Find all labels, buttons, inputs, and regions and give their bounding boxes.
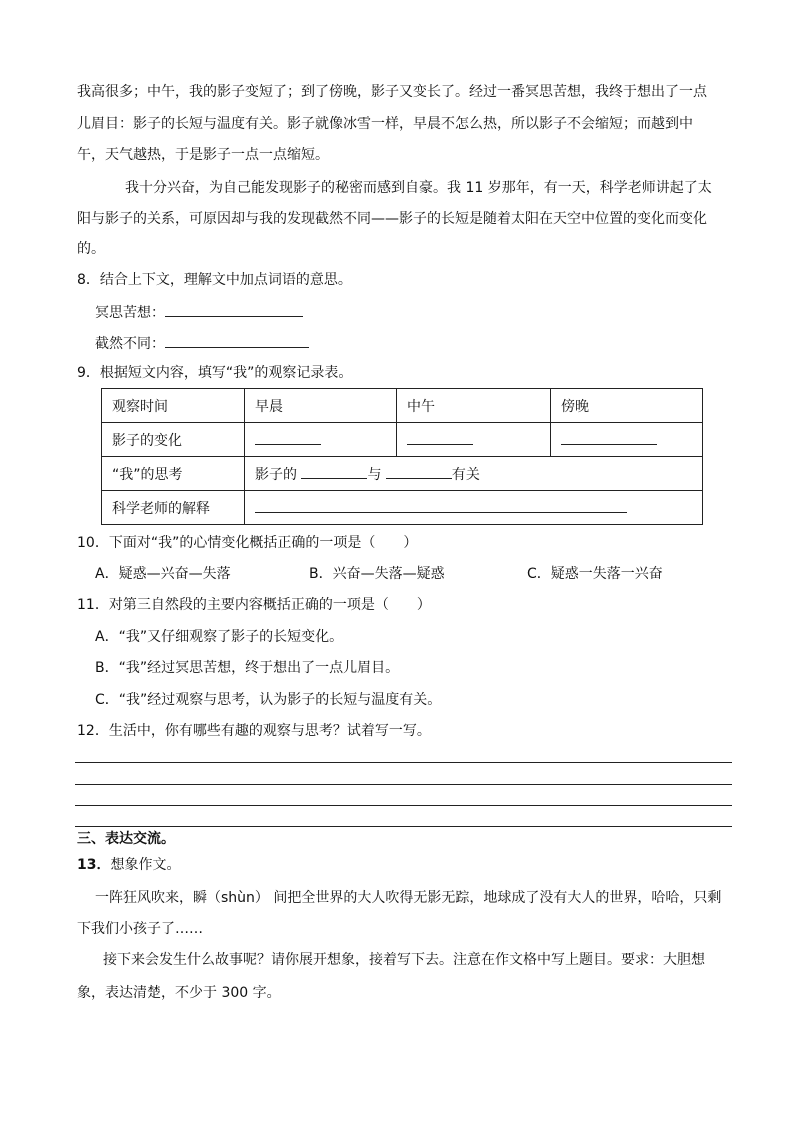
blank-evening-change[interactable] — [561, 430, 657, 445]
header-noon: 中午 — [397, 389, 551, 423]
blank-morning-change[interactable] — [255, 430, 321, 445]
passage-line-3: 午，天气越热，于是影子一点一点缩短。 — [77, 147, 329, 163]
thinking-text-b: 与 — [367, 466, 382, 483]
header-observation-time: 观察时间 — [102, 389, 245, 423]
cell-teacher-explanation — [245, 491, 703, 525]
writing-line-4[interactable] — [75, 826, 732, 827]
q11-option-b[interactable]: B．“我”经过冥思苦想，终于想出了一点儿眉目。 — [95, 660, 400, 676]
cell-evening-change — [551, 423, 703, 457]
q9-stem: 9．根据短文内容，填写“我”的观察记录表。 — [77, 365, 353, 381]
cell-morning-change — [245, 423, 397, 457]
q10-option-b[interactable]: B．兴奋—失落—疑惑 — [309, 566, 445, 582]
q13-title: 想象作文。 — [110, 857, 181, 873]
row-label-teacher-explanation: 科学老师的解释 — [102, 491, 245, 525]
q8-item-2-label: 截然不同： — [95, 336, 165, 352]
header-morning: 早晨 — [245, 389, 397, 423]
writing-line-3[interactable] — [75, 805, 732, 806]
cell-my-thinking — [245, 457, 703, 491]
q12-stem: 12．生活中，你有哪些有趣的观察与思考？试着写一写。 — [77, 723, 431, 739]
passage-line-6: 的。 — [77, 241, 105, 257]
passage-line-1: 我高很多；中午，我的影子变短了；到了傍晚，影子又变长了。经过一番冥思苦想，我终于想出了一点 — [77, 84, 707, 100]
q11-option-a[interactable]: A．“我”又仔细观察了影子的长短变化。 — [95, 629, 344, 645]
q10-option-a[interactable]: A．疑惑—兴奋—失落 — [95, 566, 231, 582]
passage-line-5: 阳与影子的关系，可原因却与我的发现截然不同——影子的长短是随着太阳在天空中位置的变化而变化 — [77, 211, 707, 227]
passage-line-2: 儿眉目：影子的长短与温度有关。影子就像冰雪一样，早晨不怎么热，所以影子不会缩短；而越到中 — [77, 116, 693, 132]
writing-line-1[interactable] — [75, 762, 732, 763]
table-row — [102, 457, 703, 491]
passage-line-4: 我十分兴奋，为自己能发现影子的秘密而感到自豪。我 11 岁那年，有一天，科学老师讲起了太 — [125, 180, 712, 196]
blank-thinking-1[interactable] — [301, 464, 367, 479]
q10-option-c[interactable]: C．疑惑一失落一兴奋 — [527, 566, 663, 582]
q8-stem: 8．结合上下文，理解文中加点词语的意思。 — [77, 272, 352, 288]
table-row — [102, 389, 703, 423]
blank-thinking-2[interactable] — [386, 464, 452, 479]
q8-item-1 — [95, 302, 303, 323]
q8-item-1-label: 冥思苦想： — [95, 305, 165, 321]
blank-noon-change[interactable] — [407, 430, 473, 445]
section-3-title: 三、表达交流。 — [77, 831, 175, 847]
q8-answer-blank-2[interactable] — [165, 333, 309, 348]
q13-label: 13． — [77, 857, 111, 873]
q8-answer-blank-1[interactable] — [165, 302, 303, 317]
cell-noon-change — [397, 423, 551, 457]
q13-requirement-line-2: 象，表达清楚，不少于 300 字。 — [77, 985, 281, 1001]
q13-requirement-line-1: 接下来会发生什么故事呢？请你展开想象，接着写下去。注意在作文格中写上题目。要求：大胆想 — [103, 952, 705, 968]
blank-teacher-explanation[interactable] — [255, 498, 627, 513]
writing-line-2[interactable] — [75, 784, 732, 785]
observation-record-table — [101, 388, 703, 525]
q8-item-2 — [95, 333, 309, 354]
q11-option-c[interactable]: C．“我”经过观察与思考，认为影子的长短与温度有关。 — [95, 692, 442, 708]
q13-prompt-line-1: 一阵狂风吹来，瞬（shùn） 间把全世界的大人吹得无影无踪，地球成了没有大人的世界，哈哈，只剩 — [95, 890, 722, 906]
table-row — [102, 423, 703, 457]
row-label-shadow-change: 影子的变化 — [102, 423, 245, 457]
q11-stem: 11．对第三自然段的主要内容概括正确的一项是（ ） — [77, 597, 431, 613]
q13-heading — [77, 855, 180, 875]
thinking-text-a: 影子的 — [255, 466, 297, 483]
q10-stem: 10．下面对“我”的心情变化概括正确的一项是（ ） — [77, 535, 418, 551]
q13-prompt-line-2: 下我们小孩子了…… — [77, 921, 203, 937]
table-row — [102, 491, 703, 525]
row-label-my-thinking: “我”的思考 — [102, 457, 245, 491]
thinking-text-c: 有关 — [451, 466, 480, 483]
header-evening: 傍晚 — [551, 389, 703, 423]
